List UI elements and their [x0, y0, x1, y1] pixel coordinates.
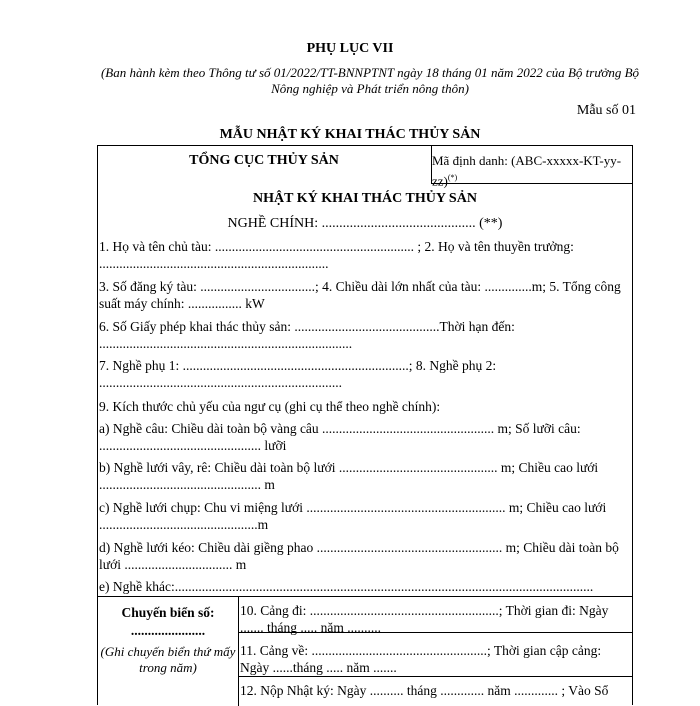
gear-dimensions-heading: 9. Kích thước chủ yếu của ngư cụ (ghi cụ thể theo nghề chính):: [99, 399, 441, 414]
form-title: MẪU NHẬT KÝ KHAI THÁC THỦY SẢN: [219, 127, 481, 142]
departure-port-field: 10. Cảng đi: ........................................................; Thời gian đi: Ngày ....... tháng ..... năm ..........: [240, 603, 609, 635]
arrival-port-field: 11. Cảng về: ....................................................; Thời gian cập cảng: Ngày ......tháng ..... năm .......: [240, 643, 602, 675]
id-code-field: [432, 152, 628, 189]
lift-net-field: c) Nghề lưới chụp: Chu vi miệng lưới ........................................................... m; Chiều cao lưới ...............................................m: [99, 500, 607, 532]
main-job-field: NGHỀ CHÍNH: ............................................ (**): [227, 216, 503, 231]
longline-field: a) Nghề câu: Chiều dài toàn bộ vàng câu ................................................... m; Số lưỡi câu: ................................................ lưỡi: [99, 421, 581, 453]
form-number: Mẫu số 01: [576, 103, 636, 118]
vessel-registration-field: 3. Số đăng ký tàu: ..................................; 4. Chiều dài lớn nhất của tàu: ..............m; 5. Tổng công suất máy chính: ................ kW: [99, 279, 621, 311]
trip-number-label: Chuyến biển số: ......................: [121, 605, 215, 638]
trip-column-divider: [238, 596, 239, 706]
appendix-title: PHỤ LỤC VII: [306, 41, 394, 56]
id-code-label: Mã định danh: (ABC-xxxxx-KT-yy-zz): [432, 153, 622, 189]
owner-captain-field: 1. Họ và tên chủ tàu: ........................................................... ; 2. Họ và tên thuyền trưởng: ....................................................................: [99, 239, 574, 271]
fishing-license-field: 6. Số Giấy phép khai thác thủy sản: ...........................................Thời hạn đến: ...........................................................................: [99, 319, 515, 351]
secondary-jobs-field: 7. Nghề phụ 1: ...................................................................; 8. Nghề phụ 2: ........................................................................: [99, 358, 497, 390]
issuance-subtitle: (Ban hành kèm theo Thông tư số 01/2022/TT-BNNPTNT ngày 18 tháng 01 năm 2022 của Bộ trưởng Bộ Nông nghiệp và Phát triển nông thôn): [100, 65, 640, 96]
trawl-net-field: d) Nghề lưới kéo: Chiều dài giềng phao ....................................................... m; Chiều dài toàn bộ lưới ................................ m: [99, 540, 619, 572]
other-gear-field: e) Nghề khác:............................................................................................................................: [99, 579, 594, 594]
trip-row-divider-2: [238, 676, 633, 677]
trip-number-note: (Ghi chuyến biển thứ mấy trong năm): [100, 644, 236, 675]
purse-gillnet-field: b) Nghề lưới vây, rê: Chiều dài toàn bộ lưới ............................................... m; Chiều cao lưới ................................................ m: [99, 460, 599, 492]
id-code-note: (*): [447, 173, 458, 182]
trip-section-top-border: [97, 596, 633, 597]
log-title: NHẬT KÝ KHAI THÁC THỦY SẢN: [253, 191, 477, 206]
log-submission-field: 12. Nộp Nhật ký: Ngày .......... tháng ............. năm ............. ; Vào Sổ: [240, 683, 609, 698]
agency-name: TỔNG CỤC THỦY SẢN: [189, 153, 339, 168]
